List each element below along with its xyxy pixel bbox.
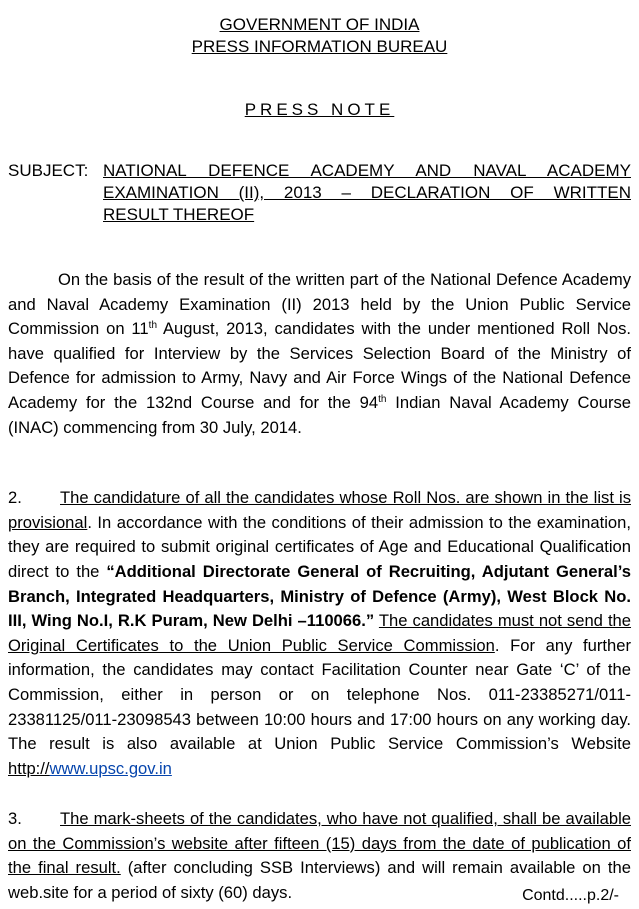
para1-text-2: August, 2013, candidates with the under mentioned Roll Nos. have qualified for Interview by the Services Selection Board of the Ministry of Defence for admission to Army, Navy and Air Force Wings of the National Defence Academy for the 132nd Course and for the 94 [8, 319, 631, 412]
subject-line-2: EXAMINATION (II), 2013 – DECLARATION OF WRITTEN [103, 183, 631, 202]
para1-text-3: Indian Naval Academy Course (INAC) commencing from 30 July, 2014. [8, 392, 632, 437]
para3-underlined: The mark-sheets of the candidates, who have not qualified, shall be available on the Commission’s website after fifteen (15) days from the date of publication of the final result. [8, 809, 631, 878]
para2-underlined-2: The candidates must not send the Original Certificates to the Union Public Service Commission [8, 611, 632, 655]
press-note-title: PRESS NOTE [244, 100, 395, 119]
subject-line-3: RESULT THEREOF [103, 205, 255, 224]
para1-sup-2: th [378, 393, 387, 405]
para3-number: 3. [8, 809, 22, 829]
header-government: GOVERNMENT OF INDIA [219, 15, 420, 34]
website-link-prefix[interactable]: http:// [8, 758, 50, 778]
para2-underlined-1: The candidature of all the candidates whose Roll Nos. are shown in the list is provisional [8, 488, 631, 532]
para2-text-1: . In accordance with the conditions of their admission to the examination, they are required to submit original certificates of Age and Educational Qualification direct to the [8, 512, 631, 581]
header-pib: PRESS INFORMATION BUREAU [191, 37, 448, 56]
para2-number: 2. [8, 488, 22, 508]
subject-text [103, 160, 631, 226]
para1-text-1: On the basis of the result of the written part of the National Defence Academy and Naval Academy Examination (II) 2013 held by the Union Public Service Commission on 11 [8, 270, 631, 339]
paragraph-1 [8, 268, 631, 440]
press-note-page [8, 14, 631, 906]
subject-line-1: NATIONAL DEFENCE ACADEMY AND NAVAL ACADEMY [103, 161, 631, 180]
paragraph-2 [8, 486, 631, 781]
continued-note: Contd.....p.2/- [522, 887, 619, 904]
para2-address-bold: “Additional Directorate General of Recruiting, Adjutant General’s Branch, Integrated Headquarters, Ministry of Defence (Army), West Block No. III, Wing No.I, R.K Puram, New Delhi –110066.” [8, 561, 631, 631]
para1-sup-1: th [148, 320, 158, 332]
para3-text: (after concluding SSB Interviews) and will remain available on the web.site for a period of sixty (60) days. [8, 858, 631, 903]
para2-text-3: . For any further information, the candidates may contact Facilitation Counter near Gate ‘C’ of the Commission, either in person or on telephone Nos. 011-23385271/011-23381125/011-23098543 between 10:00 hours and 17:00 hours on any working day. The result is also available at Union Public Service Commission’s Website [8, 635, 632, 754]
website-link[interactable]: www.upsc.gov.in [49, 758, 172, 778]
subject-label: SUBJECT: [8, 161, 89, 180]
subject-block [8, 160, 631, 226]
